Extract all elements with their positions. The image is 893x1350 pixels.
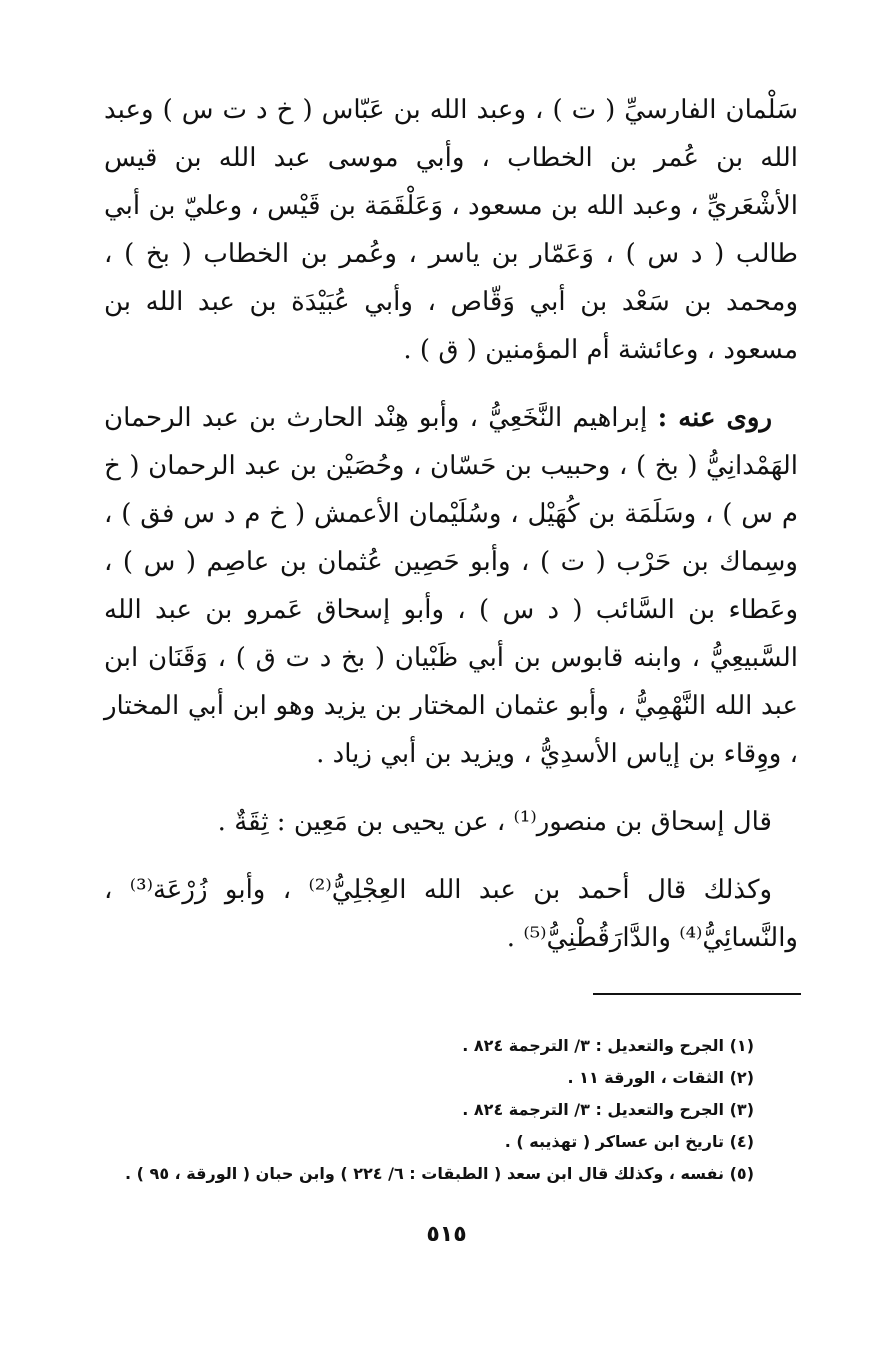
footnote-1: (١) الجرح والتعديل : ٣/ الترجمة ٨٢٤ . <box>462 1036 754 1055</box>
footnote-4: (٤) تاريخ ابن عساكر ( تهذيبه ) . <box>504 1132 754 1151</box>
page-number: ٥١٥ <box>426 1222 467 1247</box>
footnote-3: (٣) الجرح والتعديل : ٣/ الترجمة ٨٢٤ . <box>462 1100 754 1119</box>
main-text-paragraph-3 <box>104 798 798 846</box>
paragraph-3 <box>104 798 798 846</box>
paragraph-4 <box>104 866 798 962</box>
paragraph-4-text: وكذلك قال أحمد بن عبد الله العِجْلِيُّ⁽²⁾ ، وأبو زُرْعَة⁽³⁾ ، والنَّسائِيُّ⁽⁴⁾ والدَّارَقُطْنِيُّ⁽⁵⁾ . <box>104 875 798 953</box>
paragraph-3-text: قال إسحاق بن منصور⁽¹⁾ ، عن يحيى بن مَعِين : ثِقَةٌ . <box>217 807 772 837</box>
narrators-list-text: إبراهيم النَّخَعِيُّ ، وأبو هِنْد الحارث بن عبد الرحمان الهَمْدانِيُّ ( بخ ) ، وحبيب بن حَسّان ، وحُصَيْن بن عبد الرحمان ( خ م س ) ، وسَلَمَة بن كُهَيْل ، وسُلَيْمان الأعمش ( خ م د س فق ) ، وسِماك بن حَرْب ( ت ) ، وأبو حَصِين عُثمان بن عاصِم ( س ) ، وعَطاء بن السَّائب ( د س ) ، وأبو إسحاق عَمرو بن عبد الله السَّبيعِيُّ ، وابنه قابوس بن أبي ظَبْيان ( بخ د ت ق ) ، وَقَنَان ابن عبد الله النَّهْمِيُّ ، وأبو عثمان المختار بن يزيد وهو ابن أبي المختار ، ووِقاء بن إياس الأسدِيُّ ، ويزيد بن أبي زياد . <box>104 403 798 769</box>
footnote-separator <box>593 993 801 995</box>
footnotes-section <box>104 1030 754 1190</box>
main-text-paragraph-1 <box>104 86 798 374</box>
footnote-5: (٥) نفسه ، وكذلك قال ابن سعد ( الطبقات : ٦/ ٢٢٤ ) وابن حبان ( الورقة ، ٩٥ ) . <box>125 1164 754 1183</box>
footnote-2: (٢) الثقات ، الورقة ١١ . <box>567 1068 754 1087</box>
paragraph-1-text: سَلْمان الفارسيِّ ( ت ) ، وعبد الله بن عَبّاس ( خ د ت س ) وعبد الله بن عُمر بن الخطاب ، وأبي موسى عبد الله بن قيس الأشْعَريِّ ، وعبد الله بن مسعود ، وَعَلْقَمَة بن قَيْس ، وعليّ بن أبي طالب ( د س ) ، وَعَمّار بن ياسر ، وعُمر بن الخطاب ( بخ ) ، ومحمد بن سَعْد بن أبي وَقّاص ، وأبي عُبَيْدَة بن عبد الله بن مسعود ، وعائشة أم المؤمنين ( ق ) . <box>104 95 798 365</box>
main-text-paragraph-2 <box>104 394 798 778</box>
main-text-paragraph-4 <box>104 866 798 962</box>
narrators-heading: روى عنه : <box>657 403 772 433</box>
paragraph-2 <box>104 394 798 778</box>
